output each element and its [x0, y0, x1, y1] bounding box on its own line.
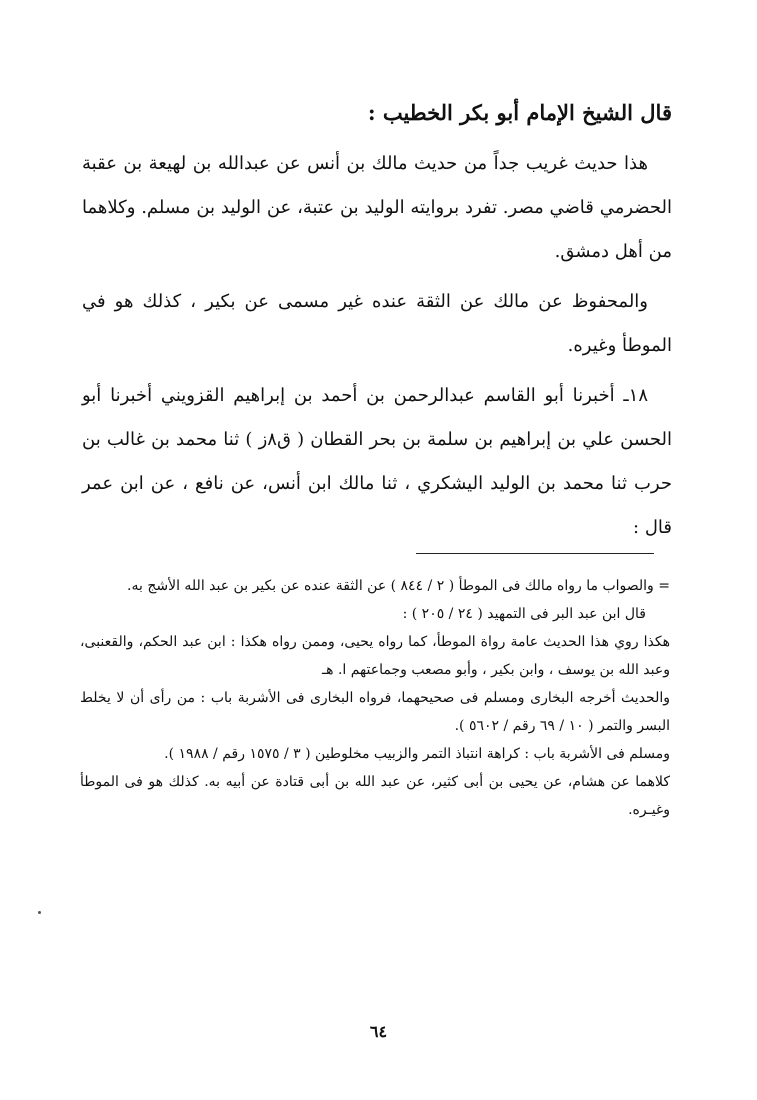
footnote-tamhid-quote: هكذا روي هذا الحديث عامة رواة الموطأ، كما رواه يحيى، وممن رواه هكذا : ابن عبد الحكم، والقعنبى، وعبد الله بن يوسف ، وابن بكير ، وأبو مصعب وجماعتهم ا. هـ [80, 634, 670, 678]
main-text [82, 96, 672, 556]
paragraph-hadith-18: ١٨ـ أخبرنا أبو القاسم عبدالرحمن بن أحمد بن إبراهيم القزويني أخبرنا أبو الحسن علي بن إبراهيم بن سلمة بن بحر القطان ( ق٨ز ) ثنا محمد بن غالب بن حرب ثنا محمد بن الوليد اليشكري ، ثنا مالك ابن أنس، عن نافع ، عن ابن عمر قال : [82, 385, 672, 538]
footnotes [80, 572, 670, 824]
footnote-divider [416, 553, 654, 554]
footnote-tamhid-citation: قال ابن عبد البر فى التمهيد ( ٢٤ / ٢٠٥ ) : [402, 606, 646, 622]
paragraph-hadith-note: هذا حديث غريب جداً من حديث مالك بن أنس عن عبدالله بن لهيعة بن عقبة الحضرمي قاضي مصر. تفرد بروايته الوليد بن عتبة، عن الوليد بن مسلم. وكلاهما من أهل دمشق. [82, 153, 672, 262]
footnote-bukhari: والحديث أخرجه البخارى ومسلم فى صحيحهما، فرواه البخارى فى الأشربة باب : من رأى أن لا يخلط البسر والتمر ( ١٠ / ٦٩ رقم / ٥٦٠٢ ). [80, 690, 670, 734]
footnote-muslim: ومسلم فى الأشربة باب : كراهة انتباذ التمر والزبيب مخلوطين ( ٣ / ١٥٧٥ رقم / ١٩٨٨ ). [164, 746, 670, 762]
paragraph-mahfouz: والمحفوظ عن مالك عن الثقة عنده غير مسمى عن بكير ، كذلك هو في الموطأ وغيره. [82, 291, 672, 356]
page-number: ٦٤ [369, 1022, 388, 1041]
margin-dot [38, 911, 41, 914]
footnote-continuation: = والصواب ما رواه مالك فى الموطأ ( ٢ / ٨٤٤ ) عن الثقة عنده عن بكير بن عبد الله الأشج به. [127, 578, 670, 594]
section-heading: قال الشيخ الإمام أبو بكر الخطيب : [367, 100, 672, 125]
footnote-both: كلاهما عن هشام، عن يحيى بن أبى كثير، عن عبد الله بن أبى قتادة عن أبيه به. كذلك هو فى الموطأ وغيـره. [80, 774, 670, 818]
